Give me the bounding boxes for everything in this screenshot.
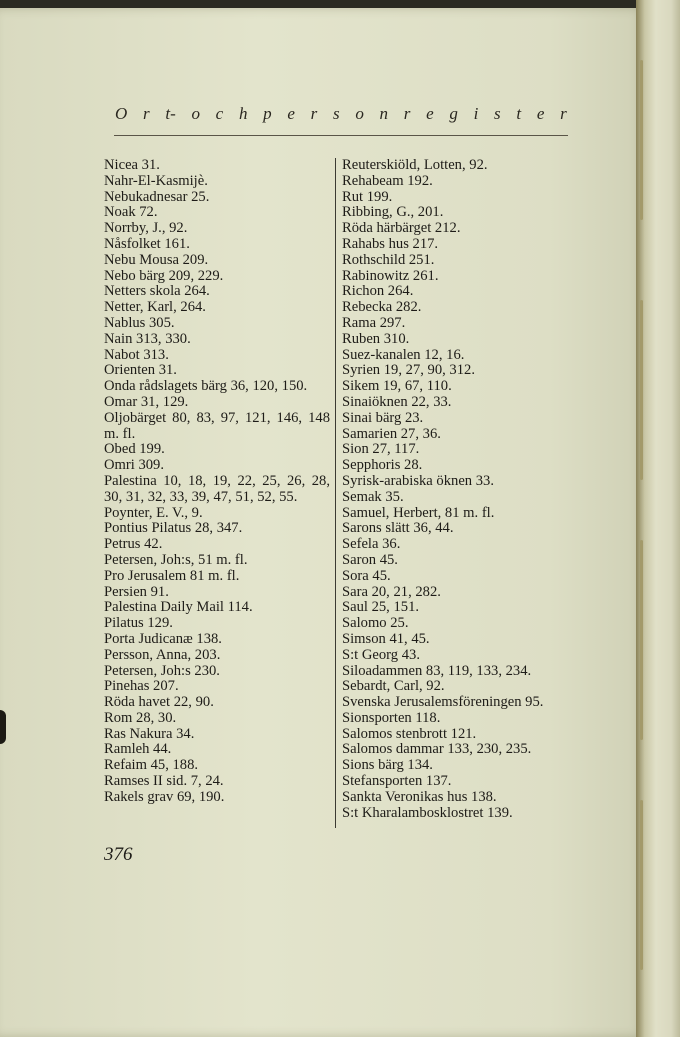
book-page	[0, 8, 646, 1037]
index-entry: Sikem 19, 67, 110.	[342, 378, 452, 395]
index-entry: Svenska Jerusalemsföreningen 95.	[342, 694, 544, 711]
index-entry: Pilatus 129.	[104, 615, 173, 632]
index-entry: Ribbing, G., 201.	[342, 204, 444, 221]
index-entry: Refaim 45, 188.	[104, 757, 199, 774]
index-entry: Rama 297.	[342, 314, 406, 331]
header-letter: r	[310, 104, 318, 123]
index-entry: Sankta Veronikas hus 138.	[342, 788, 497, 805]
book-gutter	[636, 0, 680, 1037]
binding-stitch	[640, 540, 643, 740]
index-entry: Orienten 31.	[104, 362, 177, 379]
index-entry: Persson, Anna, 203.	[104, 646, 221, 663]
header-letter: t-	[165, 104, 176, 123]
header-letter: r	[143, 104, 150, 123]
index-entry: S:t Georg 43.	[342, 646, 420, 663]
index-entry: S:t Kharalambosklostret 139.	[342, 804, 513, 821]
binding-stitch	[640, 300, 643, 480]
index-entry: Röda härbärget 212.	[342, 220, 461, 237]
header-letter: p	[263, 104, 272, 123]
index-entry: Ruben 310.	[342, 330, 410, 347]
index-entry: Nablus 305.	[104, 314, 175, 331]
index-entry: Palestina 10, 18, 19, 22, 25, 26, 28, 30, 31, 32, 33, 39, 47, 51, 52, 55.	[104, 472, 330, 505]
header-letter: o	[191, 104, 200, 123]
index-entry: Samuel, Herbert, 81 m. fl.	[342, 504, 495, 521]
index-entry: Suez-kanalen 12, 16.	[342, 346, 465, 363]
header-letter: t	[516, 104, 522, 123]
index-entry: Petersen, Joh:s 230.	[104, 662, 220, 679]
index-entry: Syrisk-arabiska öknen 33.	[342, 472, 494, 489]
index-entry: Onda rådslagets bärg 36, 120, 150.	[104, 378, 308, 395]
index-entry: Richon 264.	[342, 283, 414, 300]
index-entry: Ramses II sid. 7, 24.	[104, 773, 224, 790]
index-entry: Porta Judicanæ 138.	[104, 630, 222, 647]
index-entry: Nahr-El-Kasmijè.	[104, 172, 208, 189]
binding-stitch	[640, 800, 643, 970]
index-entry: Pontius Pilatus 28, 347.	[104, 520, 243, 537]
index-entry: Omar 31, 129.	[104, 393, 189, 410]
index-entry: Sionsporten 118.	[342, 709, 441, 726]
header-letter: s	[332, 104, 340, 123]
index-entry: Rothschild 251.	[342, 251, 435, 268]
index-entry: Petersen, Joh:s, 51 m. fl.	[104, 551, 248, 568]
header-letter: r	[403, 104, 411, 123]
index-entry: Reuterskiöld, Lotten, 92.	[342, 157, 488, 173]
page-number: 376	[104, 844, 133, 865]
index-entry: Ramleh 44.	[104, 741, 172, 758]
index-entry: Oljobärget 80, 83, 97, 121, 146, 148 m. fl.	[104, 409, 330, 442]
index-entry: Nåsfolket 161.	[104, 235, 190, 252]
header-rule	[114, 135, 568, 136]
index-entry: Nebukadnesar 25.	[104, 188, 210, 205]
header-letter: r	[560, 104, 567, 123]
header-letter: e	[287, 104, 295, 123]
index-column-left	[104, 158, 330, 806]
index-entry: Ras Nakura 34.	[104, 725, 195, 742]
index-entry: Syrien 19, 27, 90, 312.	[342, 362, 475, 379]
index-entry: Salomos stenbrott 121.	[342, 725, 477, 742]
index-entry: Nebo bärg 209, 229.	[104, 267, 224, 284]
index-entry: Netters skola 264.	[104, 283, 210, 300]
index-entry: Rahabs hus 217.	[342, 235, 439, 252]
header-letter: O	[115, 104, 128, 123]
header-letter: h	[238, 104, 248, 123]
header-letter: e	[426, 104, 434, 123]
page-edge-mark	[0, 710, 6, 744]
index-entry: Rehabeam 192.	[342, 172, 433, 189]
index-entry: Stefansporten 137.	[342, 773, 452, 790]
index-entry: Omri 309.	[104, 457, 164, 474]
index-entry: Samarien 27, 36.	[342, 425, 441, 442]
index-entry: Sebardt, Carl, 92.	[342, 678, 445, 695]
index-entry: Rut 199.	[342, 188, 393, 205]
header-letter: c	[215, 104, 224, 123]
index-entry: Nicea 31.	[104, 157, 160, 173]
index-entry: Saron 45.	[342, 551, 398, 568]
index-entry: Sora 45.	[342, 567, 391, 584]
index-entry: Semak 35.	[342, 488, 404, 505]
index-entry: Rebecka 282.	[342, 299, 422, 316]
index-entry: Sarons slätt 36, 44.	[342, 520, 454, 537]
index-entry: Simson 41, 45.	[342, 630, 430, 647]
index-entry: Palestina Daily Mail 114.	[104, 599, 253, 616]
index-column-right	[342, 158, 578, 821]
index-entry: Nabot 313.	[104, 346, 169, 363]
index-entry: Petrus 42.	[104, 536, 163, 553]
index-entry: Netter, Karl, 264.	[104, 299, 206, 316]
index-entry: Sefela 36.	[342, 536, 401, 553]
header-letter: i	[473, 104, 479, 123]
index-entry: Pinehas 207.	[104, 678, 179, 695]
header-letter: o	[355, 104, 364, 123]
index-entry: Pro Jerusalem 81 m. fl.	[104, 567, 240, 584]
index-entry: Sara 20, 21, 282.	[342, 583, 441, 600]
index-entry: Nain 313, 330.	[104, 330, 191, 347]
index-entry: Noak 72.	[104, 204, 158, 221]
index-entry: Röda havet 22, 90.	[104, 694, 214, 711]
header-letter: s	[494, 104, 501, 123]
index-entry: Sinai bärg 23.	[342, 409, 424, 426]
index-entry: Rabinowitz 261.	[342, 267, 439, 284]
index-entry: Sinaiöknen 22, 33.	[342, 393, 452, 410]
index-entry: Sions bärg 134.	[342, 757, 433, 774]
index-entry: Obed 199.	[104, 441, 165, 458]
index-entry: Nebu Mousa 209.	[104, 251, 209, 268]
binding-stitch	[640, 60, 643, 220]
index-entry: Salomo 25.	[342, 615, 409, 632]
index-entry: Sion 27, 117.	[342, 441, 420, 458]
index-entry: Norrby, J., 92.	[104, 220, 188, 237]
index-entry: Sepphoris 28.	[342, 457, 423, 474]
index-entry: Saul 25, 151.	[342, 599, 420, 616]
index-entry: Persien 91.	[104, 583, 169, 600]
column-divider	[335, 158, 336, 828]
running-header	[115, 104, 567, 124]
header-letter: e	[536, 104, 545, 123]
index-entry: Poynter, E. V., 9.	[104, 504, 203, 521]
index-entry: Salomos dammar 133, 230, 235.	[342, 741, 532, 758]
header-letter: n	[379, 104, 389, 123]
index-entry: Siloadammen 83, 119, 133, 234.	[342, 662, 532, 679]
index-entry: Rakels grav 69, 190.	[104, 788, 225, 805]
header-letter: g	[449, 104, 458, 123]
index-entry: Rom 28, 30.	[104, 709, 177, 726]
